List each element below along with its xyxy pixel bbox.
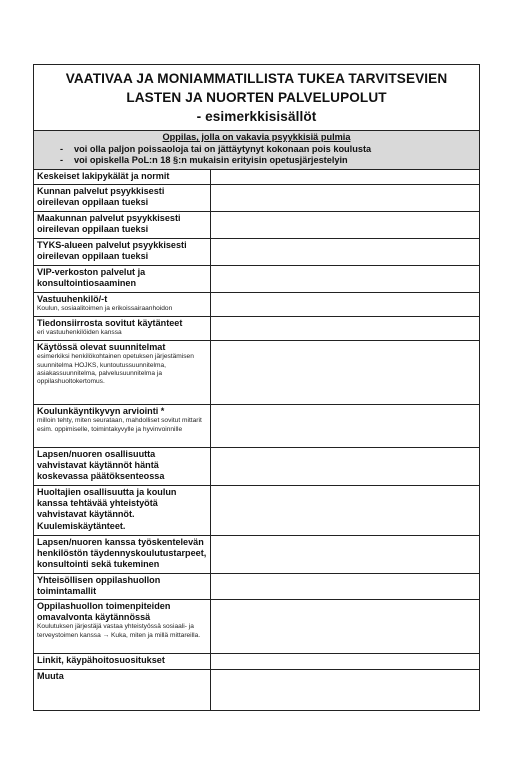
row-value-cell[interactable] [211, 239, 480, 266]
row-value-cell[interactable] [211, 317, 480, 341]
row-value-cell[interactable] [211, 574, 480, 600]
row-label-cell [34, 317, 211, 341]
form-table [34, 170, 479, 710]
row-value-cell[interactable] [211, 341, 480, 405]
case-point: - voi opiskella PoL:n 18 §:n mukaisin erityisin opetusjärjestelyin [60, 155, 473, 167]
case-description [34, 131, 479, 170]
title-line-1: VAATIVAA JA MONIAMMATILLISTA TUKEA TARVITSEVIEN [65, 71, 448, 86]
table-row [34, 405, 479, 448]
title-line-2: LASTEN JA NUORTEN PALVELUPOLUT [126, 90, 387, 105]
table-row [34, 239, 479, 266]
row-label-cell [34, 654, 211, 670]
table-row [34, 185, 479, 212]
row-label: Vastuuhenkilö/-t [37, 294, 108, 304]
row-value-cell[interactable] [211, 448, 480, 486]
row-label-cell [34, 670, 211, 710]
row-note: Koulutuksen järjestäjä vastaa yhteistyössä sosiaali- ja terveystoimen kanssa → Kuka, miten ja millä mittareilla. [37, 623, 201, 639]
row-label-cell [34, 600, 211, 654]
row-value-cell[interactable] [211, 266, 480, 293]
document-title [34, 65, 479, 131]
table-row [34, 654, 479, 670]
row-value-cell[interactable] [211, 536, 480, 574]
row-label-cell [34, 239, 211, 266]
table-row [34, 212, 479, 239]
row-label: Muuta [37, 671, 64, 681]
row-label-cell [34, 486, 211, 536]
row-note: eri vastuuhenkilöiden kanssa [37, 329, 122, 337]
table-row [34, 317, 479, 341]
row-label: Linkit, käypähoitosuositukset [37, 655, 165, 665]
row-label-cell [34, 341, 211, 405]
case-points [40, 144, 473, 167]
title-line-3: - esimerkkisisällöt [196, 109, 317, 124]
table-row [34, 574, 479, 600]
row-label-cell [34, 170, 211, 185]
row-value-cell[interactable] [211, 654, 480, 670]
table-row [34, 448, 479, 486]
row-label: Yhteisöllisen oppilashuollon toimintamallit [37, 575, 161, 597]
table-row [34, 170, 479, 185]
table-row [34, 670, 479, 710]
row-label: VIP-verkoston palvelut ja konsultointiosaaminen [37, 267, 146, 289]
row-value-cell[interactable] [211, 600, 480, 654]
row-label: Keskeiset lakipykälät ja normit [37, 170, 170, 181]
row-label-cell [34, 212, 211, 239]
row-label: Lapsen/nuoren osallisuutta vahvistavat käytännöt häntä koskevassa päätöksenteossa [37, 449, 165, 482]
row-label-cell [34, 536, 211, 574]
row-value-cell[interactable] [211, 293, 480, 317]
row-label: Lapsen/nuoren kanssa työskentelevän henkilöstön täydennyskoulutustarpeet, konsultointi sekä tukeminen [37, 537, 207, 570]
row-label: Käytössä olevat suunnitelmat [37, 342, 166, 352]
row-value-cell[interactable] [211, 170, 480, 185]
row-value-cell[interactable] [211, 670, 480, 710]
row-value-cell[interactable] [211, 212, 480, 239]
row-label: Maakunnan palvelut psyykkisesti oireilevan oppilaan tueksi [37, 213, 181, 235]
table-row [34, 266, 479, 293]
row-label: Huoltajien osallisuutta ja koulun kanssa tehtävää yhteistyötä vahvistavat käytännöt. Kuulemiskäytänteet. [37, 487, 177, 531]
row-label: Koulunkäyntikyvyn arviointi * [37, 406, 165, 416]
row-label-cell [34, 185, 211, 212]
table-row [34, 293, 479, 317]
row-note: Koulun, sosiaalitoimen ja erikoissairaanhoidon [37, 305, 173, 313]
row-value-cell[interactable] [211, 185, 480, 212]
case-heading: Oppilas, jolla on vakavia psyykkisiä pulmia [162, 132, 351, 142]
row-label: Kunnan palvelut psyykkisesti oireilevan oppilaan tueksi [37, 186, 165, 208]
row-label: TYKS-alueen palvelut psyykkisesti oireilevan oppilaan tueksi [37, 240, 187, 262]
row-note: esimerkiksi henkilökohtainen opetuksen järjestämisen suunnitelma HOJKS, kuntoutussuunnitelma, asiakassuunnitelma, palvelusuunnitelma ja oppilashuoltokertomus. [37, 353, 194, 386]
table-row [34, 486, 479, 536]
table-row [34, 536, 479, 574]
row-label-cell [34, 266, 211, 293]
row-note: milloin tehty, miten seurataan, mahdolliset sovitut mittarit esim. oppimiselle, toimintakyvylle ja hyvinvoinnille [37, 417, 202, 433]
row-label-cell [34, 293, 211, 317]
form-sheet [33, 64, 480, 711]
table-row [34, 341, 479, 405]
row-label-cell [34, 574, 211, 600]
row-label: Tiedonsiirrosta sovitut käytänteet [37, 318, 183, 328]
row-label-cell [34, 405, 211, 448]
row-label-cell [34, 448, 211, 486]
row-value-cell[interactable] [211, 486, 480, 536]
case-point: - voi olla paljon poissaoloja tai on jättäytynyt kokonaan pois koulusta [60, 144, 473, 156]
row-value-cell[interactable] [211, 405, 480, 448]
row-label: Oppilashuollon toimenpiteiden omavalvonta käytännössä [37, 601, 171, 623]
table-row [34, 600, 479, 654]
